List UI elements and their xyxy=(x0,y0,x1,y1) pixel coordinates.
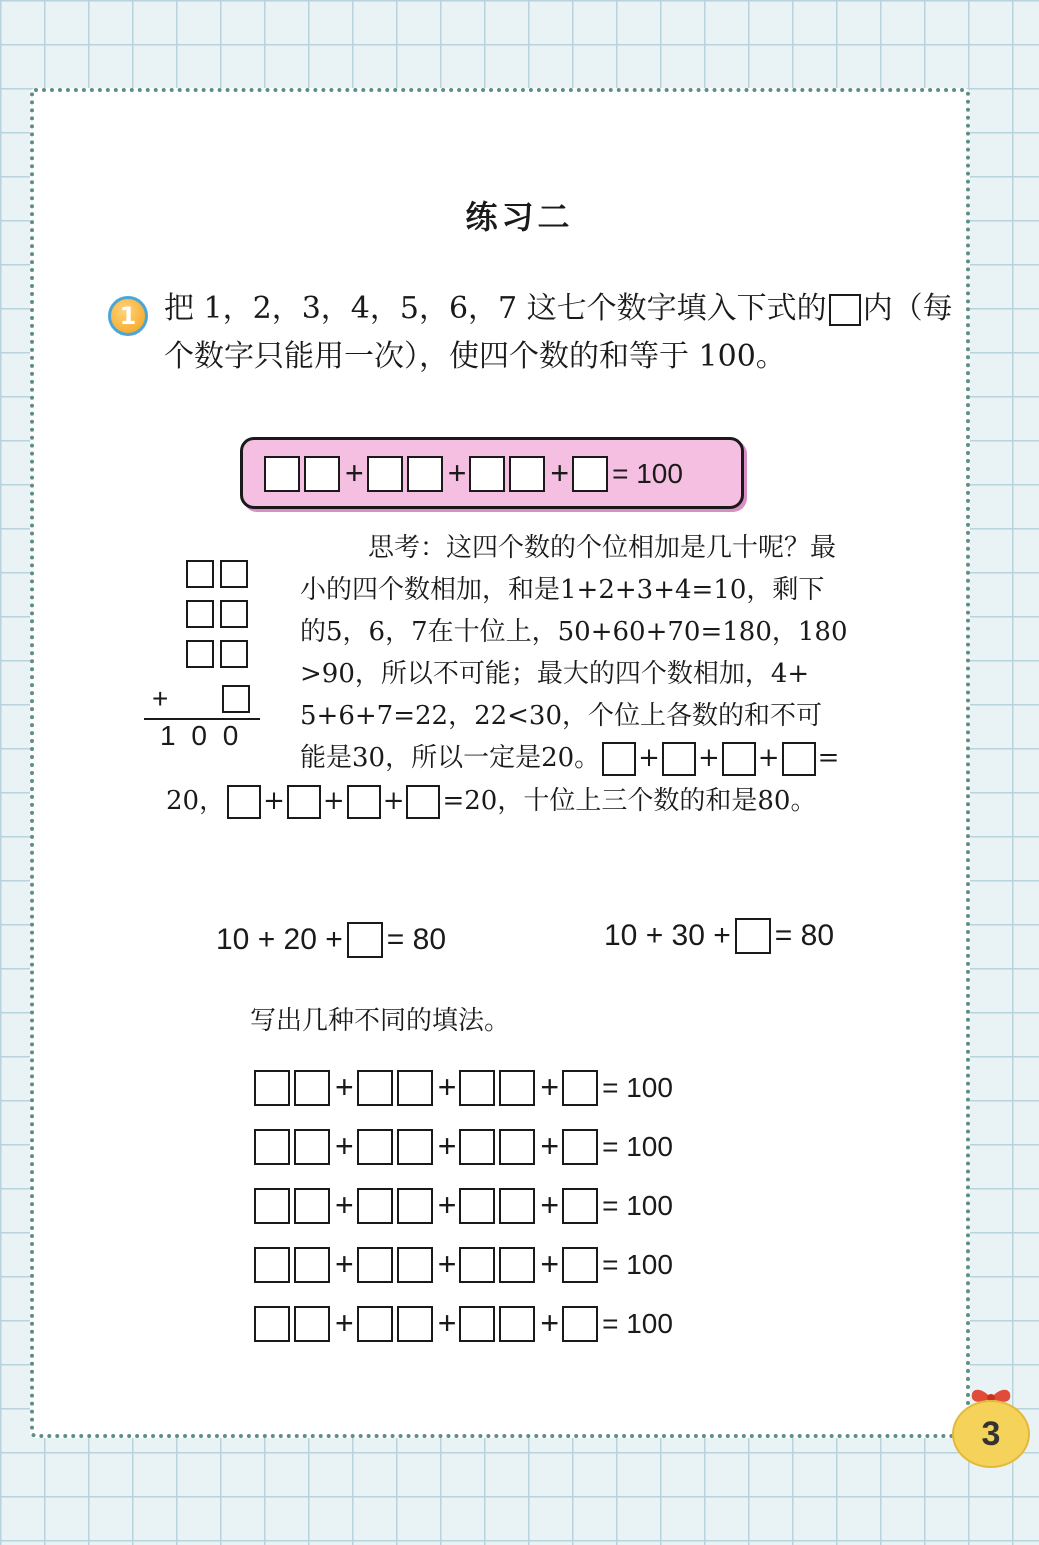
answer-box[interactable] xyxy=(499,1188,535,1224)
answer-box[interactable] xyxy=(357,1070,393,1106)
question-line-2: 个数字只能用一次），使四个数的和等于 100。 xyxy=(164,339,786,374)
ones-box[interactable] xyxy=(602,742,636,776)
answer-row: + + + = 100 xyxy=(254,1058,673,1117)
answer-box[interactable] xyxy=(357,1129,393,1165)
answer-box[interactable] xyxy=(294,1070,330,1106)
partial-equation-2: 10 + 30 + = 80 xyxy=(604,919,835,952)
answer-box[interactable] xyxy=(459,1188,495,1224)
tens-box[interactable] xyxy=(347,922,383,958)
vertical-box[interactable] xyxy=(220,640,248,668)
ones-box[interactable] xyxy=(662,742,696,776)
vertical-box[interactable] xyxy=(186,560,214,588)
answer-box[interactable] xyxy=(562,1070,598,1106)
answer-box[interactable] xyxy=(294,1188,330,1224)
inline-answer-box[interactable] xyxy=(829,294,861,326)
ones-box[interactable] xyxy=(227,785,261,819)
answer-box[interactable] xyxy=(499,1306,535,1342)
tens-box[interactable] xyxy=(735,918,771,954)
answer-row: + + + = 100 xyxy=(254,1235,673,1294)
answer-rows xyxy=(254,1058,673,1353)
answer-box[interactable] xyxy=(397,1188,433,1224)
answer-box[interactable] xyxy=(294,1129,330,1165)
answer-box[interactable] xyxy=(294,1306,330,1342)
answer-box[interactable] xyxy=(499,1070,535,1106)
answer-box[interactable] xyxy=(562,1247,598,1283)
ones-box[interactable] xyxy=(722,742,756,776)
vertical-total: 1 0 0 xyxy=(144,718,260,752)
answer-box[interactable] xyxy=(254,1188,290,1224)
instruction: 写出几种不同的填法。 xyxy=(250,1006,511,1036)
answer-row: + + + = 100 xyxy=(254,1176,673,1235)
answer-box[interactable] xyxy=(562,1129,598,1165)
answer-box[interactable] xyxy=(254,1306,290,1342)
answer-box[interactable] xyxy=(572,456,608,492)
answer-box[interactable] xyxy=(469,456,505,492)
answer-box[interactable] xyxy=(254,1070,290,1106)
answer-box[interactable] xyxy=(499,1247,535,1283)
answer-row: + + + = 100 xyxy=(254,1294,673,1353)
ones-box[interactable] xyxy=(347,785,381,819)
answer-box[interactable] xyxy=(357,1306,393,1342)
ones-box[interactable] xyxy=(782,742,816,776)
answer-box[interactable] xyxy=(509,456,545,492)
vertical-box[interactable] xyxy=(220,560,248,588)
partial-equation-1: 10 + 20 + = 80 xyxy=(216,923,447,956)
answer-box[interactable] xyxy=(254,1129,290,1165)
question-number-badge: 1 xyxy=(108,296,148,336)
answer-box[interactable] xyxy=(499,1129,535,1165)
ones-box[interactable] xyxy=(406,785,440,819)
vertical-box[interactable] xyxy=(186,600,214,628)
answer-box[interactable] xyxy=(397,1129,433,1165)
answer-row: + + + = 100 xyxy=(254,1117,673,1176)
answer-box[interactable] xyxy=(367,456,403,492)
vertical-box[interactable] xyxy=(186,640,214,668)
answer-box[interactable] xyxy=(264,456,300,492)
answer-box[interactable] xyxy=(459,1247,495,1283)
answer-box[interactable] xyxy=(294,1247,330,1283)
answer-box[interactable] xyxy=(304,456,340,492)
answer-box[interactable] xyxy=(397,1306,433,1342)
answer-box[interactable] xyxy=(562,1188,598,1224)
vertical-box[interactable] xyxy=(220,600,248,628)
think-paragraph: 思考：这四个数的个位相加是几十呢？最 小的四个数相加，和是1+2+3+4=10，剩下 的5，6，7在十位上，50+60+70=180，180 >90，所以不可能；最大的四个数相加，4+ 5+6+7=22，22<30，个位上各数的和不可 能是30，所以一定是20。 + + + = xyxy=(300,527,920,779)
vertical-addition: + 1 0 0 xyxy=(144,560,260,752)
answer-box[interactable] xyxy=(357,1188,393,1224)
page-number: 3 xyxy=(952,1400,1030,1468)
answer-box[interactable] xyxy=(562,1306,598,1342)
answer-box[interactable] xyxy=(397,1070,433,1106)
page-title: 练习二 xyxy=(465,198,574,236)
think-line-7: 20， + + + =20，十位上三个数的和是80。 xyxy=(166,780,926,822)
answer-box[interactable] xyxy=(459,1129,495,1165)
question-line-1: 把 1，2，3，4，5，6，7 这七个数字填入下式的 内（每 xyxy=(164,291,953,326)
ones-box[interactable] xyxy=(287,785,321,819)
answer-box[interactable] xyxy=(397,1247,433,1283)
vertical-box[interactable] xyxy=(222,685,250,713)
answer-box[interactable] xyxy=(357,1247,393,1283)
answer-box[interactable] xyxy=(459,1306,495,1342)
banner-equation: + + + = 100 xyxy=(264,455,683,492)
answer-box[interactable] xyxy=(254,1247,290,1283)
answer-box[interactable] xyxy=(459,1070,495,1106)
think-line-6: 能是30，所以一定是20。 + + + = xyxy=(300,737,920,779)
answer-box[interactable] xyxy=(407,456,443,492)
